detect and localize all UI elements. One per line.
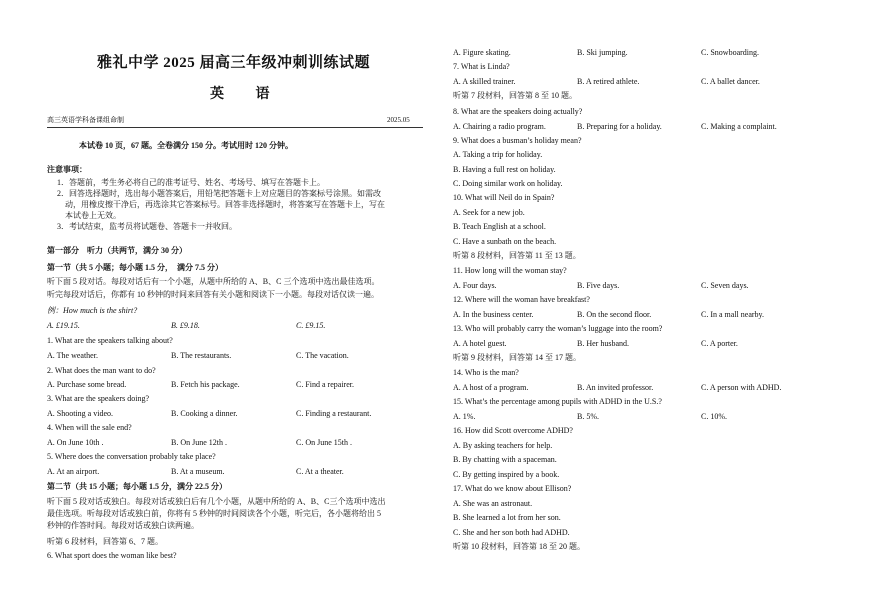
option-a: A. By asking teachers for help. <box>453 441 553 450</box>
question-4: 4. When will the sale end? <box>47 423 132 432</box>
section2-heading: 第二节（共 15 小题；每小题 1.5 分，满分 22.5 分） <box>47 482 227 491</box>
option-c: C. A ballet dancer. <box>701 77 760 86</box>
section2-instruction: 最佳选项。听每段对话或独白前，你将有 5 秒钟的时间阅读各个小题，听完后，各小题将给出 5 <box>47 509 381 518</box>
question-1: 1. What are the speakers talking about? <box>47 336 173 345</box>
option-b: B. Preparing for a holiday. <box>577 122 662 131</box>
option-b: B. Having a full rest on holiday. <box>453 165 556 174</box>
question-6: 6. What sport does the woman like best? <box>47 551 177 560</box>
question-10: 10. What will Neil do in Spain? <box>453 193 555 202</box>
option-b: B. Five days. <box>577 281 620 290</box>
option-c: C. A porter. <box>701 339 738 348</box>
note-item: 动，用橡皮擦干净后，再选涂其它答案标号。回答非选择题时，将答案写在答题卡上，写在 <box>65 200 385 209</box>
listen-instruction: 听第 8 段材料，回答第 11 至 13 题。 <box>453 251 581 260</box>
note-item: 3．考试结束，监考员将试题卷、答题卡一并收回。 <box>57 222 237 231</box>
option-b: B. By chatting with a spaceman. <box>453 455 557 464</box>
option-a: A. Chairing a radio program. <box>453 122 546 131</box>
option-c: C. Find a repairer. <box>296 380 354 389</box>
question-14: 14. Who is the man? <box>453 368 519 377</box>
option-b: B. At a museum. <box>171 467 225 476</box>
listen-instruction: 听第 9 段材料，回答第 14 至 17 题。 <box>453 353 581 362</box>
author-line: 高三英语学科备课组命制 <box>47 116 124 124</box>
option-b: B. An invited professor. <box>577 383 654 392</box>
option-b: B. Teach English at a school. <box>453 222 546 231</box>
option-c: C. Seven days. <box>701 281 749 290</box>
option-c: C. Snowboarding. <box>701 48 759 57</box>
option-a: A. The weather. <box>47 351 98 360</box>
subject-title: 英 语 <box>210 87 284 102</box>
note-item: 本试卷上无效。 <box>65 211 121 220</box>
option-c: C. Finding a restaurant. <box>296 409 372 418</box>
option-a: A. A hotel guest. <box>453 339 507 348</box>
option-c: C. In a mall nearby. <box>701 310 765 319</box>
option-c: C. Doing similar work on holiday. <box>453 179 563 188</box>
question-17: 17. What do we know about Ellison? <box>453 484 572 493</box>
option-a: A. A host of a program. <box>453 383 529 392</box>
option-a: A. Purchase some bread. <box>47 380 127 389</box>
question-16: 16. How did Scott overcome ADHD? <box>453 426 573 435</box>
part1-heading: 第一部分 听力（共两节，满分 30 分） <box>47 246 187 255</box>
option-b: B. A retired athlete. <box>577 77 640 86</box>
option-a: A. In the business center. <box>453 310 534 319</box>
question-8: 8. What are the speakers doing actually? <box>453 107 583 116</box>
option-c: C. A person with ADHD. <box>701 383 782 392</box>
question-2: 2. What does the man want to do? <box>47 366 156 375</box>
option-c: C. The vacation. <box>296 351 349 360</box>
listen-instruction: 听第 10 段材料，回答第 18 至 20 题。 <box>453 542 585 551</box>
option-b: B. On June 12th . <box>171 438 227 447</box>
option-b: B. Cooking a dinner. <box>171 409 238 418</box>
option-a: A. A skilled trainer. <box>453 77 516 86</box>
question-7: 7. What is Linda? <box>453 62 510 71</box>
option-b: B. 5%. <box>577 412 599 421</box>
option-b: B. Her husband. <box>577 339 629 348</box>
example-option: B. £9.18. <box>171 321 200 330</box>
header-rule <box>47 127 423 128</box>
question-9: 9. What does a busman’s holiday mean? <box>453 136 582 145</box>
question-5: 5. Where does the conversation probably take place? <box>47 452 216 461</box>
option-c: C. She and her son both had ADHD. <box>453 528 570 537</box>
option-b: B. She learned a lot from her son. <box>453 513 561 522</box>
section2-instruction: 听下面 5 段对话或独白。每段对话或独白后有几个小题，从题中所给的 A、B、C三个选项中选出 <box>47 497 386 506</box>
option-b: B. Ski jumping. <box>577 48 628 57</box>
question-13: 13. Who will probably carry the woman’s luggage into the room? <box>453 324 663 333</box>
exam-summary: 本试卷 10 页，67 题。全卷满分 150 分。考试用时 120 分钟。 <box>79 141 293 150</box>
question-15: 15. What’s the percentage among pupils with ADHD in the U.S.? <box>453 397 662 406</box>
section1-instruction: 听完每段对话后，你都有 10 秒钟的时间来回答有关小题和阅读下一小题。每段对话仅读一遍。 <box>47 290 379 299</box>
page-title: 雅礼中学 2025 届高三年级冲刺训练试题 <box>97 55 371 71</box>
example-option: A. £19.15. <box>47 321 80 330</box>
question-11: 11. How long will the woman stay? <box>453 266 567 275</box>
option-c: C. On June 15th . <box>296 438 352 447</box>
option-c: C. By getting inspired by a book. <box>453 470 560 479</box>
note-item: 1．答题前，考生务必将自己的准考证号、姓名、考场号、填写在答题卡上。 <box>57 178 325 187</box>
question-3: 3. What are the speakers doing? <box>47 394 150 403</box>
listen-instruction: 听第 6 段材料，回答第 6、7 题。 <box>47 537 163 546</box>
option-c: C. 10%. <box>701 412 727 421</box>
option-a: A. She was an astronaut. <box>453 499 533 508</box>
option-b: B. The restaurants. <box>171 351 232 360</box>
option-c: C. Have a sunbath on the beach. <box>453 237 557 246</box>
option-c: C. Making a complaint. <box>701 122 777 131</box>
option-a: A. Taking a trip for holiday. <box>453 150 543 159</box>
listen-instruction: 听第 7 段材料，回答第 8 至 10 题。 <box>453 91 577 100</box>
section2-instruction: 秒钟的作答时间。每段对话或独白读两遍。 <box>47 521 199 530</box>
option-a: A. On June 10th . <box>47 438 104 447</box>
option-b: B. Fetch his package. <box>171 380 240 389</box>
option-a: A. Four days. <box>453 281 497 290</box>
section1-heading: 第一节（共 5 小题；每小题 1.5 分， 满分 7.5 分） <box>47 263 223 272</box>
option-a: A. At an airport. <box>47 467 100 476</box>
option-c: C. At a theater. <box>296 467 344 476</box>
section1-instruction: 听下面 5 段对话。每段对话后有一个小题，从题中所给的 A、B、C 三个选项中选出最佳选项。 <box>47 277 380 286</box>
question-12: 12. Where will the woman have breakfast? <box>453 295 590 304</box>
option-b: B. On the second floor. <box>577 310 652 319</box>
option-a: A. Seek for a new job. <box>453 208 525 217</box>
notes-heading: 注意事项： <box>47 165 87 174</box>
note-item: 2．回答选择题时，选出每小题答案后，用铅笔把答题卡上对应题目的答案标号涂黑。如需改 <box>57 189 381 198</box>
example-option: C. £9.15. <box>296 321 326 330</box>
option-a: A. Shooting a video. <box>47 409 113 418</box>
example-question: 例：How much is the shirt? <box>47 306 138 315</box>
option-a: A. 1%. <box>453 412 476 421</box>
option-a: A. Figure skating. <box>453 48 511 57</box>
date-line: 2025.05 <box>387 116 410 124</box>
